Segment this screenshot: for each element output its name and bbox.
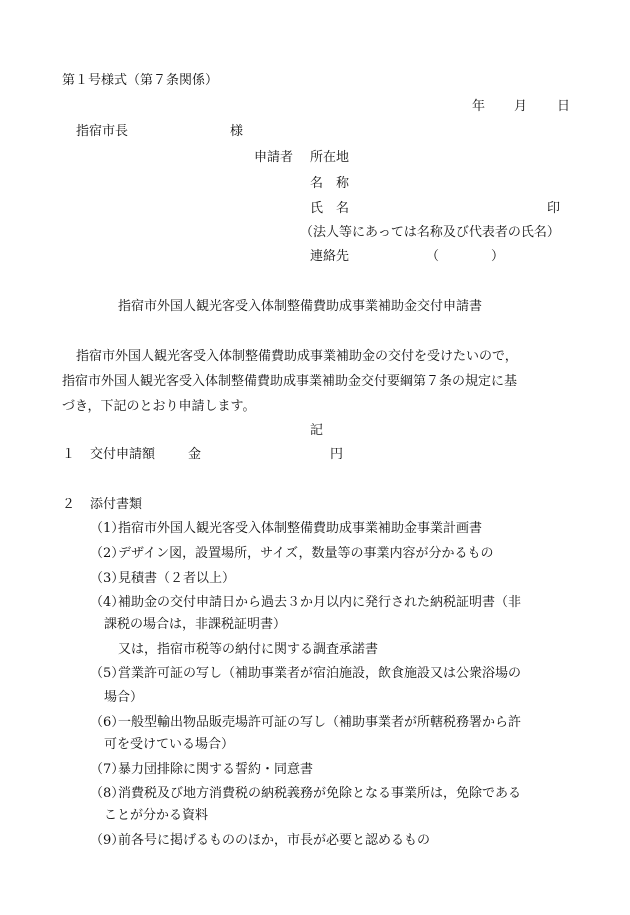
ki-mark: 記 (310, 423, 324, 438)
doc-4-text: 補助金の交付申請日から過去３か月以内に発行された納税証明書（非 (118, 595, 522, 610)
doc-9-num: （9） (90, 833, 125, 848)
doc-4-cont: 課税の場合は，非課税証明書） (104, 617, 287, 632)
doc-8-cont: ことが分かる資料 (104, 808, 209, 823)
doc-5-text: 営業許可証の写し（補助事業者が宿泊施設，飲食施設又は公衆浴場の (118, 666, 522, 681)
date-month: 月 (514, 99, 528, 114)
doc-8-text: 消費税及び地方消費税の納税義務が免除となる事業所は，免除である (118, 786, 522, 801)
doc-8-num: （8） (90, 786, 125, 801)
body-line-3: づき，下記のとおり申請します。 (62, 399, 256, 414)
doc-4-num: （4） (90, 595, 125, 610)
address-label: 所在地 (310, 150, 350, 165)
doc-3-text: 見積書（２者以上） (118, 571, 236, 586)
doc-3-num: （3） (90, 571, 125, 586)
date-day: 日 (557, 99, 571, 114)
doc-7-num: （7） (90, 762, 125, 777)
contact-label: 連絡先 (310, 249, 350, 264)
doc-6-text: 一般型輸出物品販売場許可証の写し（補助事業者が所轄税務署から許 (118, 715, 522, 730)
doc-7-text: 暴力団排除に関する誓約・同意書 (118, 762, 314, 777)
doc-2-num: （2） (90, 546, 125, 561)
addressee-name: 指宿市長 (76, 124, 129, 139)
applicant-label: 申請者 (254, 150, 294, 165)
seal-mark: 印 (547, 201, 561, 216)
item1-num: １ (62, 447, 76, 462)
addressee-honorific: 様 (230, 124, 244, 139)
item2-label: 添付書類 (90, 497, 143, 512)
name-label: 名 称 (310, 176, 350, 191)
item1-label: 交付申請額 (90, 447, 156, 462)
body-line-1: 指宿市外国人観光客受入体制整備費助成事業補助金の交付を受けたいので， (76, 349, 518, 364)
doc-6-cont: 可を受けている場合） (104, 737, 235, 752)
form-number: 第１号様式（第７条関係） (62, 73, 219, 88)
doc-1-text: 指宿市外国人観光客受入体制整備費助成事業補助金事業計画書 (118, 521, 483, 536)
doc-5-num: （5） (90, 666, 125, 681)
doc-2-text: デザイン図，設置場所，サイズ，数量等の事業内容が分かるもの (118, 546, 494, 561)
doc-4-extra: 又は，指宿市税等の納付に関する調査承諾書 (118, 642, 379, 657)
body-line-2: 指宿市外国人観光客受入体制整備費助成事業補助金交付要綱第７条の規定に基 (62, 374, 518, 389)
item1-yen: 円 (330, 447, 344, 462)
document-title: 指宿市外国人観光客受入体制整備費助成事業補助金交付申請書 (118, 299, 483, 314)
person-label: 氏 名 (310, 201, 350, 216)
contact-paren: （ ） (426, 249, 505, 264)
date-year: 年 (472, 99, 486, 114)
item2-num: ２ (62, 497, 76, 512)
doc-6-num: （6） (90, 715, 125, 730)
doc-9-text: 前各号に掲げるもののほか，市長が必要と認めるもの (118, 833, 431, 848)
doc-5-cont: 場合） (104, 690, 144, 705)
corporate-note: （法人等にあっては名称及び代表者の氏名） (300, 225, 560, 240)
item1-kin: 金 (188, 447, 202, 462)
doc-1-num: （1） (90, 521, 125, 536)
